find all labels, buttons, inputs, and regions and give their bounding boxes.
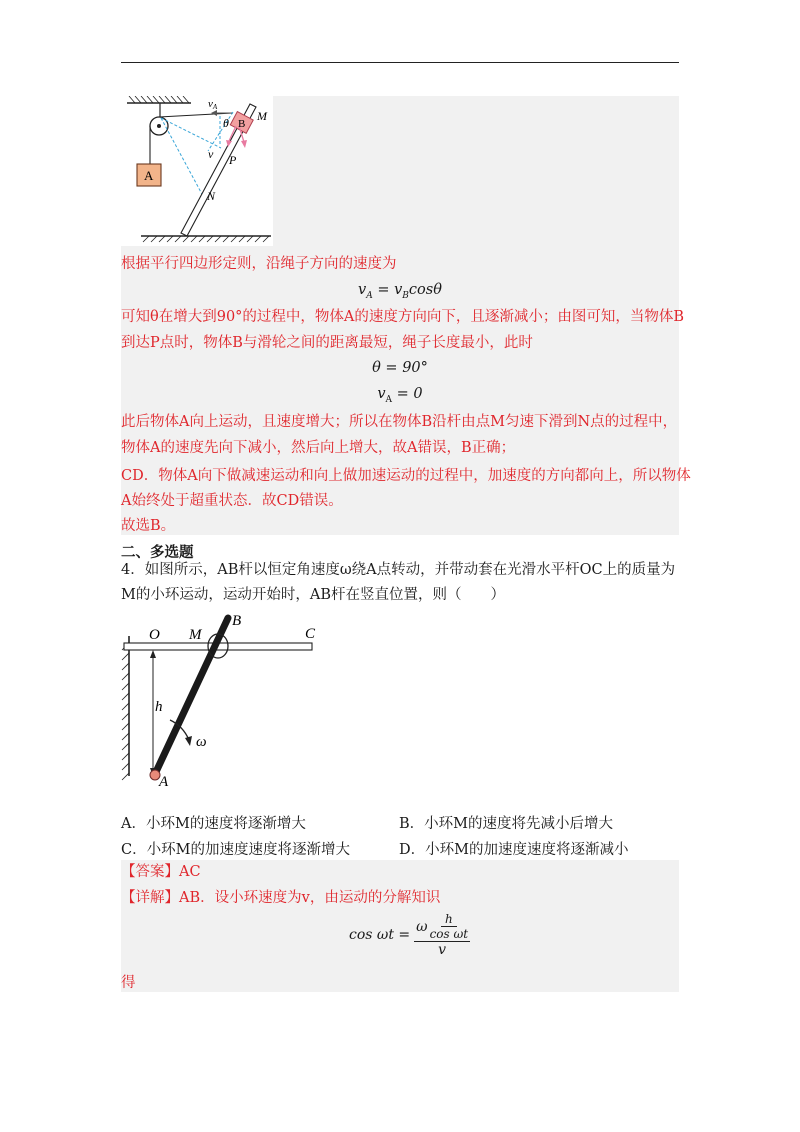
option-D[interactable]: D．小环M的加速度速度将逐渐减小 (399, 842, 629, 858)
detail-last: 得 (121, 975, 136, 991)
label-B: B (238, 118, 246, 130)
label-M: M (257, 109, 267, 123)
solution-line-6: CD．物体A向下做减速运动和向上做加速运动的过程中，加速度的方向都向上，所以物体 (121, 468, 691, 484)
solution-line-1: 根据平行四边形定则，沿绳子方向的速度为 (121, 256, 397, 272)
solution-line-7: A始终处于超重状态．故CD错误。 (121, 493, 343, 509)
label-M: M (189, 627, 202, 643)
equation-theta: θ = 90° (372, 360, 428, 376)
solution-line-4: 此后物体A向上运动，且速度增大；所以在物体B沿杆由点M匀速下滑到N点的过程中， (121, 414, 678, 430)
option-A[interactable]: A．小环M的速度将逐渐增大 (121, 816, 306, 832)
solution-line-3: 到达P点时，物体B与滑轮之间的距离最短，绳子长度最小，此时 (121, 335, 533, 351)
section-title: 二、多选题 (121, 544, 194, 561)
solution-line-5: 物体A的速度先向下减小，然后向上增大，故A错误，B正确； (121, 440, 516, 456)
label-omega: ω (196, 734, 207, 750)
figure-pulley-rod (121, 96, 281, 248)
answer-line: 【答案】AC (121, 864, 201, 880)
equation-vA-zero: $v_A = 0$ (377, 386, 423, 405)
label-C: C (305, 626, 316, 642)
label-v: v (208, 147, 214, 161)
option-C[interactable]: C．小环M的加速度速度将逐渐增大 (121, 842, 350, 858)
header-rule (121, 62, 679, 63)
label-vA: vA (208, 98, 218, 111)
label-A: A (159, 774, 169, 790)
label-h: h (155, 699, 163, 715)
equation-vA: $v_A = v_B\cos\theta$ (358, 282, 442, 301)
question4-line-1: 4．如图所示，AB杆以恒定角速度ω绕A点转动，并带动套在光滑水平杆OC上的质量为 (121, 562, 676, 578)
label-A: A (144, 168, 154, 183)
figure-rotating-rod (121, 608, 326, 793)
detail-line: 【详解】AB．设小环速度为v，由运动的分解知识 (121, 890, 441, 906)
label-B: B (232, 613, 242, 629)
solution-line-8: 故选B。 (121, 518, 176, 534)
ceiling (127, 96, 191, 103)
label-theta: θ (223, 116, 229, 130)
detail-equation: cos ωt = ω $\frac{h}{\text{cos ωt}}$ v (349, 912, 469, 958)
label-P: P (229, 153, 237, 167)
solution-line-2: 可知θ在增大到90°的过程中，物体A的速度方向向下，且逐渐减小；由图可知，当物体B (121, 309, 685, 325)
label-N: N (207, 189, 216, 203)
label-O: O (149, 627, 160, 643)
ground (141, 236, 271, 242)
question4-line-2: M的小环运动，运动开始时，AB杆在竖直位置，则（ ） (121, 587, 505, 603)
option-B[interactable]: B．小环M的速度将先减小后增大 (399, 816, 614, 832)
